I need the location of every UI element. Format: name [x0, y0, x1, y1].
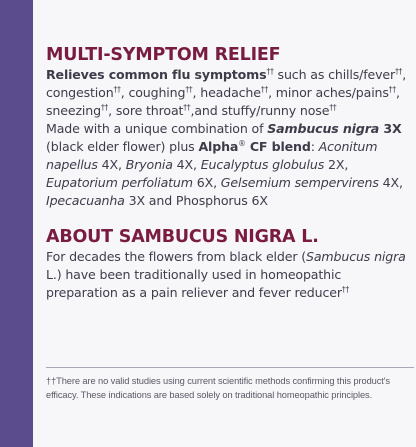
ingredients-text: Made with a unique combination of — [46, 121, 268, 136]
brand-alpha: Alpha — [198, 139, 239, 154]
ingredients-text: 6X, — [192, 175, 221, 190]
ingredient-name: Eupatorium perfoliatum — [46, 175, 193, 190]
dagger-mark: †† — [183, 103, 191, 112]
ingredient-name: Gelsemium sempervirens — [220, 175, 379, 190]
symptoms-text: , — [402, 67, 407, 82]
ingredient-name: Sambucus nigra — [306, 249, 406, 264]
ingredient-name: Ipecacuanha — [46, 193, 125, 208]
registered-mark: ® — [238, 139, 246, 148]
ingredients-text: 4X, — [378, 175, 403, 190]
ingredient-name: Sambucus nigra — [267, 121, 380, 136]
brand-cf-blend: CF blend — [245, 139, 311, 154]
dagger-mark: †† — [395, 67, 403, 76]
ingredients-text: 4X, — [172, 157, 201, 172]
ingredients-text: (black elder flower) plus — [46, 139, 199, 154]
symptoms-text: , sore throat — [108, 103, 184, 118]
ingredient-name: Bryonia — [125, 157, 173, 172]
dagger-mark: †† — [113, 85, 121, 94]
ingredients-text: 3X and Phosphorus 6X — [124, 193, 268, 208]
ingredients-text: 2X, — [324, 157, 349, 172]
footnote-divider — [46, 367, 414, 368]
about-text: L.) have been traditionally used in homeopathic preparation as a pain reliever and fever reducer — [46, 267, 342, 300]
dagger-mark: †† — [266, 67, 274, 76]
dagger-mark: †† — [260, 85, 269, 94]
symptoms-text: , coughing — [120, 85, 186, 100]
about-text: For decades the flowers from black elder ( — [46, 249, 306, 264]
ingredient-name: Eucalyptus globulus — [200, 157, 325, 172]
ingredients-text: : — [310, 139, 319, 154]
symptoms-text: , minor aches/pains — [268, 85, 389, 100]
ingredients-paragraph — [46, 120, 414, 210]
symptoms-text: , sneezing — [46, 85, 400, 118]
dagger-mark: †† — [341, 285, 350, 294]
dagger-mark: †† — [100, 103, 109, 112]
symptoms-text: congestion — [46, 85, 114, 100]
dagger-mark: †† — [185, 85, 193, 94]
symptoms-text: ,and stuffy/runny nose — [190, 103, 330, 118]
ingredients-text: 3X — [379, 121, 402, 136]
ingredients-text: 4X, — [97, 157, 126, 172]
ingredient-name: Aconitum napellus — [46, 139, 378, 172]
disclaimer-text: There are no valid studies using current scientific methods confirming this product's efficacy. These indications are based solely on traditional homeopathic principles. — [46, 376, 390, 400]
symptoms-lead: Relieves common flu symptoms — [46, 67, 267, 82]
dagger-mark: †† — [46, 376, 57, 386]
sidebar-accent-bar — [0, 0, 33, 447]
symptoms-text: such as chills/fever — [273, 67, 396, 82]
dagger-mark: †† — [388, 85, 396, 94]
symptoms-text: , headache — [192, 85, 261, 100]
about-paragraph — [46, 248, 414, 302]
disclaimer-footnote — [46, 374, 414, 402]
symptoms-paragraph — [46, 66, 414, 120]
heading-about-sambucus: ABOUT SAMBUCUS NIGRA L. — [46, 227, 319, 247]
heading-multi-symptom-relief: MULTI-SYMPTOM RELIEF — [46, 45, 281, 65]
dagger-mark: †† — [329, 103, 337, 112]
label-panel — [46, 44, 414, 302]
